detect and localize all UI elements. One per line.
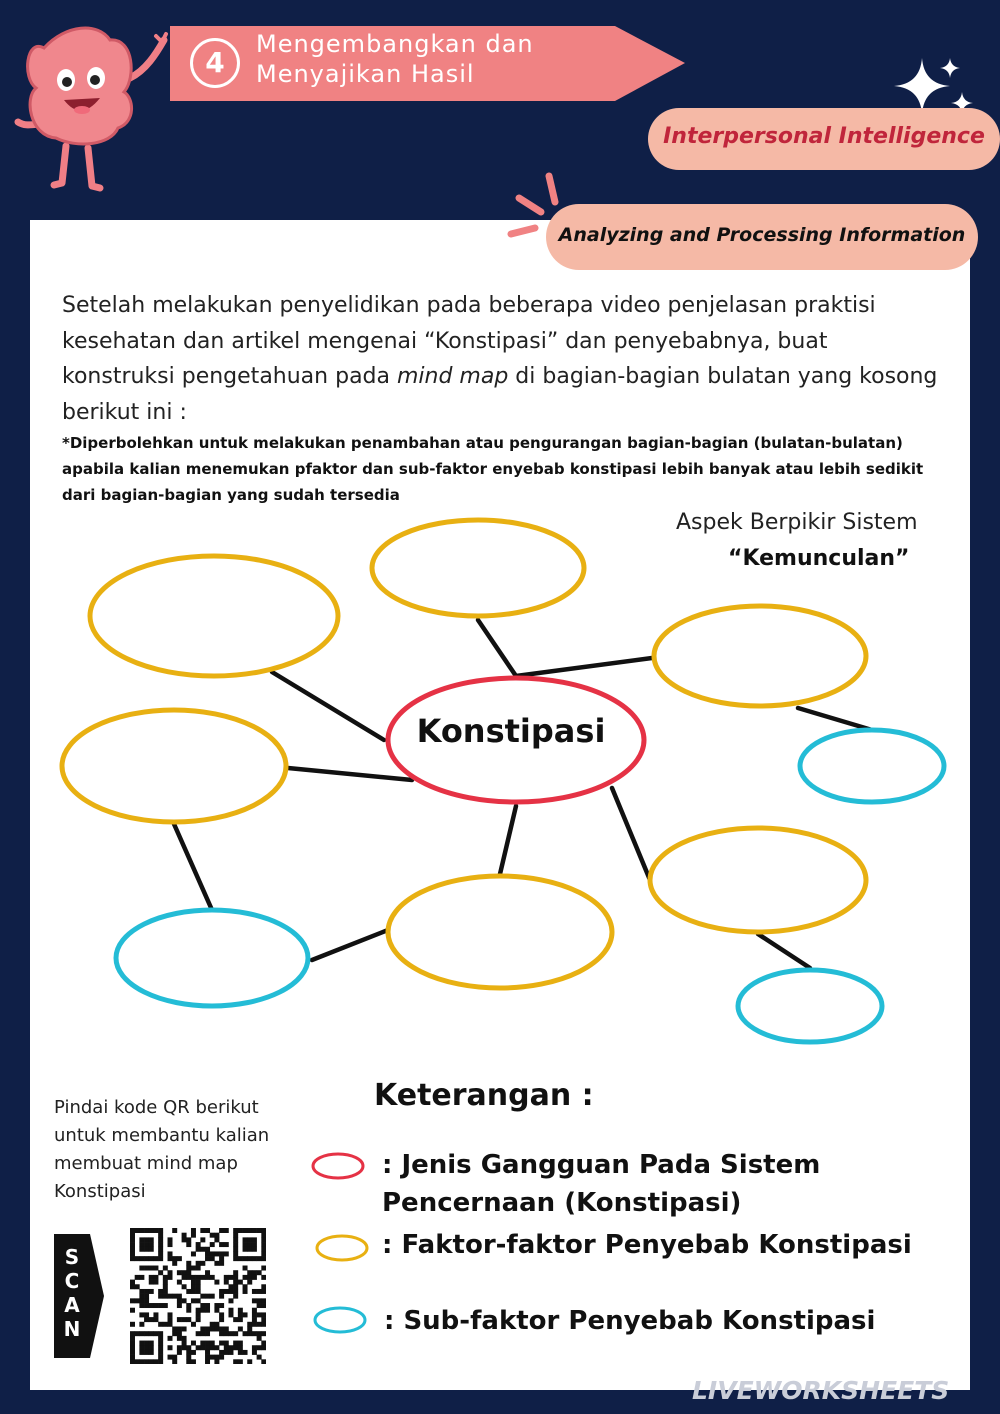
legend-item-yellow: : Faktor-faktor Penyebab Konstipasi — [382, 1230, 912, 1260]
legend-yellow-ellipse-icon — [317, 1236, 367, 1260]
factor-ellipse[interactable] — [90, 556, 338, 676]
step-title-line2: Menyajikan Hasil — [256, 60, 475, 88]
center-label: Konstipasi — [416, 712, 606, 750]
legend-blue-ellipse-icon — [315, 1308, 365, 1332]
subfactor-ellipse[interactable] — [116, 910, 308, 1006]
watermark-logo: LIVEWORKSHEETS — [692, 1376, 950, 1405]
interpersonal-intelligence-badge: Interpersonal Intelligence — [648, 108, 1000, 170]
analyzing-information-badge: Analyzing and Processing Information — [546, 204, 978, 270]
legend-red-ellipse-icon — [313, 1154, 363, 1178]
instruction-paragraph: Setelah melakukan penyelidikan pada beberapa video penjelasan praktisi kesehatan dan artikel mengenai “Konstipasi” dan penyebabnya, buat konstruksi pengetahuan pada mind map di bagian-bagian bulatan yang kosong berikut ini : — [62, 293, 938, 425]
factor-ellipse[interactable] — [62, 710, 286, 822]
factor-ellipse[interactable] — [654, 606, 866, 706]
qr-code[interactable] — [130, 1228, 266, 1364]
factor-ellipse[interactable] — [650, 828, 866, 932]
scan-label: S C A N — [63, 1245, 81, 1341]
subfactor-ellipse[interactable] — [738, 970, 882, 1042]
subfactor-ellipse[interactable] — [800, 730, 944, 802]
instruction-note: *Diperbolehkan untuk melakukan penambahan atau pengurangan bagian-bagian (bulatan-bulatan) apabila kalian menemukan pfaktor dan sub-faktor enyebab konstipasi lebih banyak atau lebih sedikit dari bagian-bagian yang sudah tersedia — [62, 434, 924, 504]
legend-item-red: : Jenis Gangguan Pada Sistem Pencernaan (Konstipasi) — [382, 1150, 821, 1218]
legend-title: Keterangan : — [374, 1078, 594, 1113]
legend-item-blue: : Sub-faktor Penyebab Konstipasi — [384, 1306, 876, 1336]
step-title-line1: Mengembangkan dan — [256, 30, 534, 58]
factor-ellipse[interactable] — [372, 520, 584, 616]
mind-map-emphasis: mind map — [396, 364, 509, 389]
step-number-badge: 4 — [190, 38, 240, 88]
aspect-value: “Kemunculan” — [728, 546, 910, 571]
aspect-label: Aspek Berpikir Sistem — [676, 510, 918, 535]
legend-keys — [310, 1150, 370, 1340]
factor-ellipse[interactable] — [388, 876, 612, 988]
qr-instruction: Pindai kode QR berikut untuk membantu kalian membuat mind map Konstipasi — [54, 1097, 270, 1202]
